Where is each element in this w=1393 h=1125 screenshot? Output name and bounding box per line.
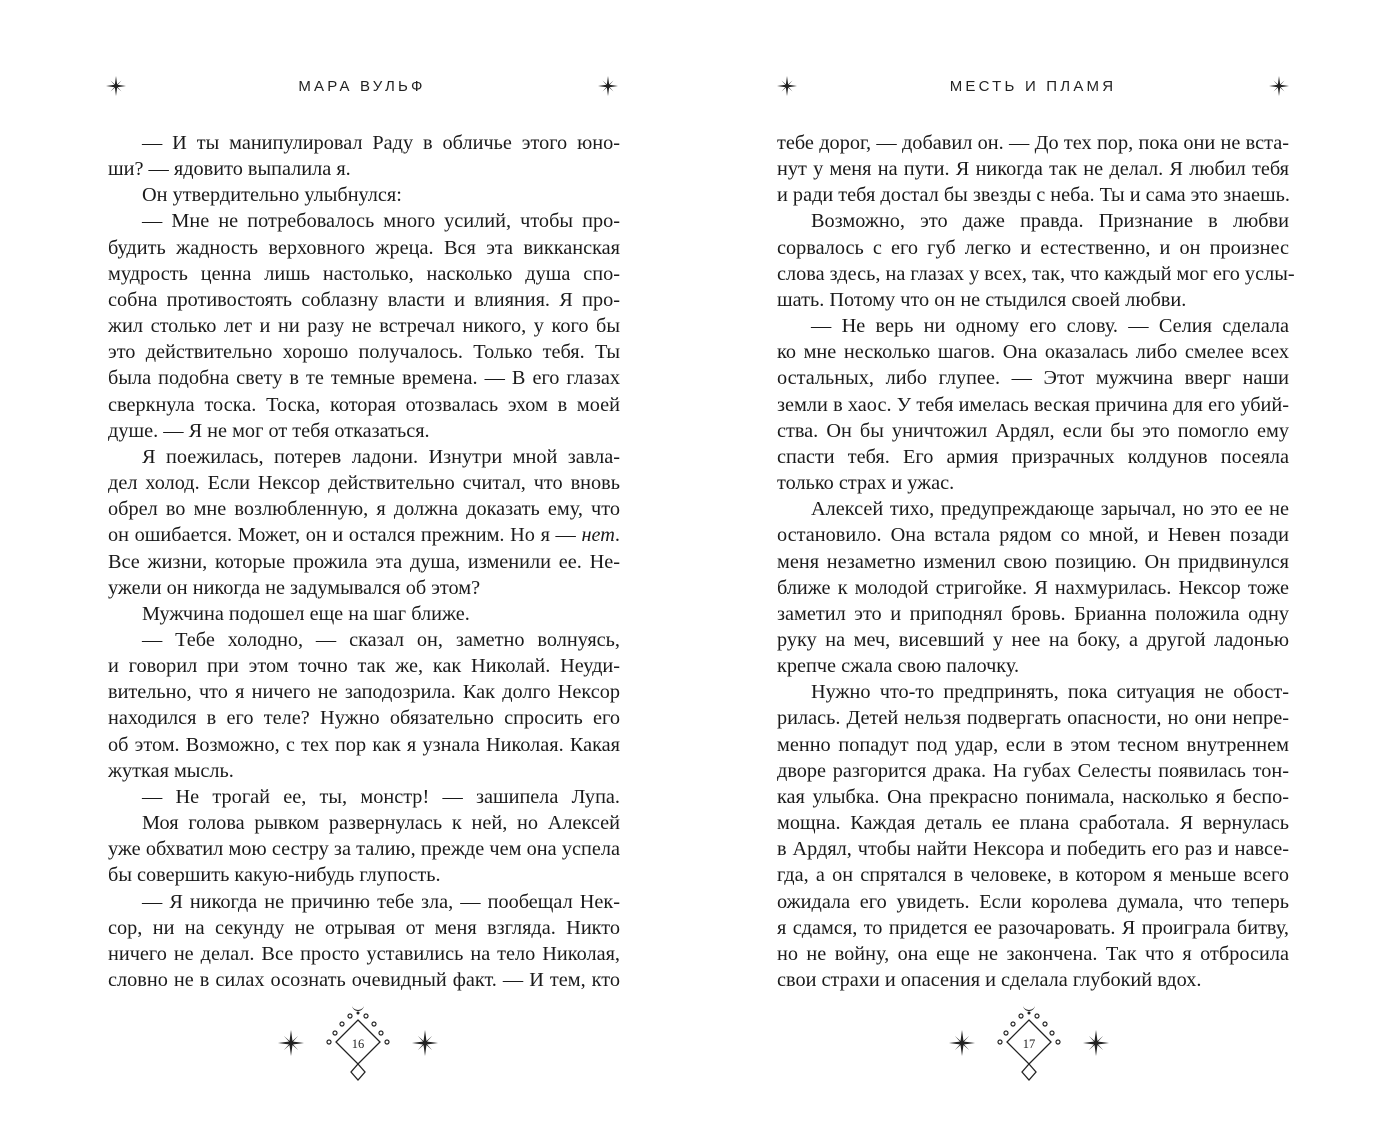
- text-line: свои страхи и опасения и сделала глубокий вдох.: [777, 969, 1202, 991]
- text-line: — Мне не потребовалось много усилий, чтобы про-: [142, 210, 620, 233]
- sparkle-star-icon: [106, 76, 126, 96]
- page-number: 17: [1022, 1037, 1036, 1051]
- text-line: ничего не делал. Все просто уставились на тело Николая,: [108, 942, 620, 965]
- text-line: находился в его теле? Нужно обязательно спросить его: [108, 707, 620, 730]
- text-line: тебе дорог, — добавил он. — До тех пор, пока они не вста-: [777, 132, 1289, 154]
- text-line: словно не в силах осознать очевидный факт. — И тем, кто: [108, 969, 620, 991]
- text-line: — Не верь ни одному его слову. — Селия сделала: [811, 315, 1289, 338]
- text-line: нут у меня на пути. Я никогда так не делал. Я любил тебя: [777, 158, 1289, 181]
- text-line: земли в хаос. У тебя имелась веская причина для его убий-: [777, 393, 1289, 416]
- text-line: остановило. Она встала рядом со мной, и Невен позади: [777, 524, 1289, 547]
- text-line: менно попадут под удар, если в этом тесном внутреннем: [777, 733, 1289, 756]
- text-line: руку на меч, висевший у нее на боку, а другой ладонью: [777, 628, 1289, 651]
- sparkle-star-icon: [278, 1030, 304, 1056]
- sparkle-star-icon: [777, 76, 797, 96]
- body-text: [777, 130, 1295, 993]
- text-line: дел холод. Если Нексор действительно считал, что вновь: [108, 472, 620, 495]
- text-line: ши? — ядовито выпалила я.: [108, 158, 351, 181]
- text-line: дворе разгорится драка. На губах Селесты появилась тон-: [777, 759, 1289, 782]
- text-line: — Не трогай ее, ты, монстр! — зашипела Лупа.: [142, 785, 620, 808]
- text-line: уже обхватил мою сестру за талию, прежде чем она успела: [108, 838, 620, 861]
- text-line: он ошибается. Может, он и остался прежним. Но я — нет.: [108, 524, 620, 547]
- text-line: сорвалось с его губ легко и естественно, и он произнес: [777, 236, 1289, 259]
- crescent-diamond-icon: [326, 1002, 390, 1084]
- text-line: ства. Он бы уничтожил Ардял, если бы это помогло ему: [777, 419, 1289, 442]
- text-line: об этом. Возможно, с тех пор как я узнала Николая. Какая: [108, 733, 620, 756]
- text-line: бы совершить какую-нибудь глупость.: [108, 864, 441, 887]
- text-line: мощна. Каждая деталь ее плана сработала. Я вернулась: [777, 812, 1289, 835]
- text-line: ужели он никогда не задумывался об этом?: [108, 576, 481, 599]
- text-line: Нужно что-то предпринять, пока ситуация не обост-: [811, 681, 1289, 704]
- sparkle-star-icon: [1269, 76, 1289, 96]
- running-head: [777, 72, 1289, 100]
- text-line: жуткая мысль.: [108, 759, 234, 782]
- text-line: рилась. Детей нельзя подвергать опасности, но они непре-: [777, 707, 1289, 730]
- text-line: это действительно хорошо получалось. Только тебя. Ты: [108, 341, 620, 364]
- text-line: Я поежилась, потерев ладони. Изнутри мной завла-: [142, 445, 620, 468]
- left-page: [0, 0, 696, 1125]
- text-line: крепче сжала свою палочку.: [777, 655, 1020, 678]
- text-line: Все жизни, которые прожила эта душа, изменили ее. Не-: [108, 550, 620, 573]
- text-line: Возможно, это даже правда. Признание в любви: [811, 210, 1289, 233]
- text-line: меня незаметно изменил свою позицию. Он придвинулся: [777, 550, 1289, 573]
- running-head: [106, 72, 618, 100]
- text-line: только страх и ужас.: [777, 472, 955, 495]
- text-line: ко мне несколько шагов. Она оказалась либо смелее всех: [777, 341, 1289, 364]
- text-line: — Тебе холодно, — сказал он, заметно волнуясь,: [142, 628, 620, 651]
- text-line: будить жадность верховного жреца. Вся эта викканская: [108, 236, 620, 259]
- sparkle-star-icon: [949, 1030, 975, 1056]
- text-line: Алексей тихо, предупреждающе зарычал, но это ее не: [811, 498, 1289, 521]
- text-line: я сдамся, то придется ее разочаровать. Я проиграла битву,: [777, 916, 1289, 939]
- text-line: — И ты манипулировал Раду в обличье этого юно-: [142, 132, 620, 154]
- text-line: была подобна свету в те темные времена. — В его глазах: [108, 367, 620, 390]
- text-line: но не войну, она еще не закончена. Так что я отбросила: [777, 942, 1289, 965]
- text-line: Моя голова рывком развернулась к ней, но Алексей: [142, 812, 620, 835]
- text-line: сор, ни на секунду не отрывая от меня взгляда. Никто: [108, 916, 620, 939]
- sparkle-star-icon: [1083, 1030, 1109, 1056]
- text-line: вительно, что я ничего не заподозрила. Как долго Нексор: [108, 681, 620, 704]
- text-line: остальных, либо глупее. — Этот мужчина вверг наши: [777, 367, 1289, 390]
- text-line: заметил это и приподнял бровь. Брианна положила одну: [777, 602, 1289, 625]
- text-line: слова здесь, на глазах у всех, так, что каждый мог его услы-: [777, 262, 1295, 285]
- right-page: [697, 0, 1393, 1125]
- text-line: и говорил при этом точно так же, как Николай. Неуди-: [108, 655, 620, 678]
- text-line: спасти тебя. Его армия призрачных колдунов посеяла: [777, 445, 1289, 468]
- page-folio: [250, 998, 466, 1088]
- text-line: ближе к молодой стригойке. Я нахмурилась. Нексор тоже: [777, 576, 1289, 599]
- text-line: Мужчина подошел еще на шаг ближе.: [142, 602, 470, 625]
- text-line: собна противостоять соблазну власти и влияния. Я про-: [108, 288, 620, 311]
- page-folio: [921, 998, 1137, 1088]
- text-line: жил столько лет и ни разу не встречал никого, у кого бы: [108, 315, 620, 338]
- text-line: в Ардял, чтобы найти Нексора и победить его раз и навсе-: [777, 838, 1289, 861]
- text-line: мудрость ценна лишь настолько, насколько душа спо-: [108, 262, 620, 285]
- sparkle-star-icon: [412, 1030, 438, 1056]
- text-line: сверкнула тоска. Тоска, которая отозвалась эхом в моей: [108, 393, 620, 416]
- sparkle-star-icon: [598, 76, 618, 96]
- text-line: кая улыбка. Она прекрасно понимала, насколько я беспо-: [777, 785, 1289, 808]
- text-line: ожидала его увидеть. Если королева думала, что теперь: [777, 890, 1289, 913]
- running-head-title: МЕСТЬ И ПЛАМЯ: [949, 77, 1117, 95]
- text-line: и ради тебя достал бы звезды с неба. Ты и сама это знаешь.: [777, 184, 1290, 207]
- text-line: обрел во мне возлюбленную, я должна доказать ему, что: [108, 498, 620, 521]
- running-head-title: МАРА ВУЛЬФ: [298, 77, 426, 95]
- text-line: Он утвердительно улыбнулся:: [142, 184, 402, 207]
- text-line: душе. — Я не мог от тебя отказаться.: [108, 419, 430, 442]
- crescent-diamond-icon: [997, 1002, 1061, 1084]
- body-text: [108, 130, 620, 993]
- text-line: — Я никогда не причиню тебе зла, — пообещал Нек-: [142, 890, 620, 913]
- text-line: шать. Потому что он не стыдился своей любви.: [777, 288, 1187, 311]
- text-line: гда, а он спрятался в человеке, в котором я меньше всего: [777, 864, 1289, 887]
- page-number: 16: [351, 1037, 365, 1051]
